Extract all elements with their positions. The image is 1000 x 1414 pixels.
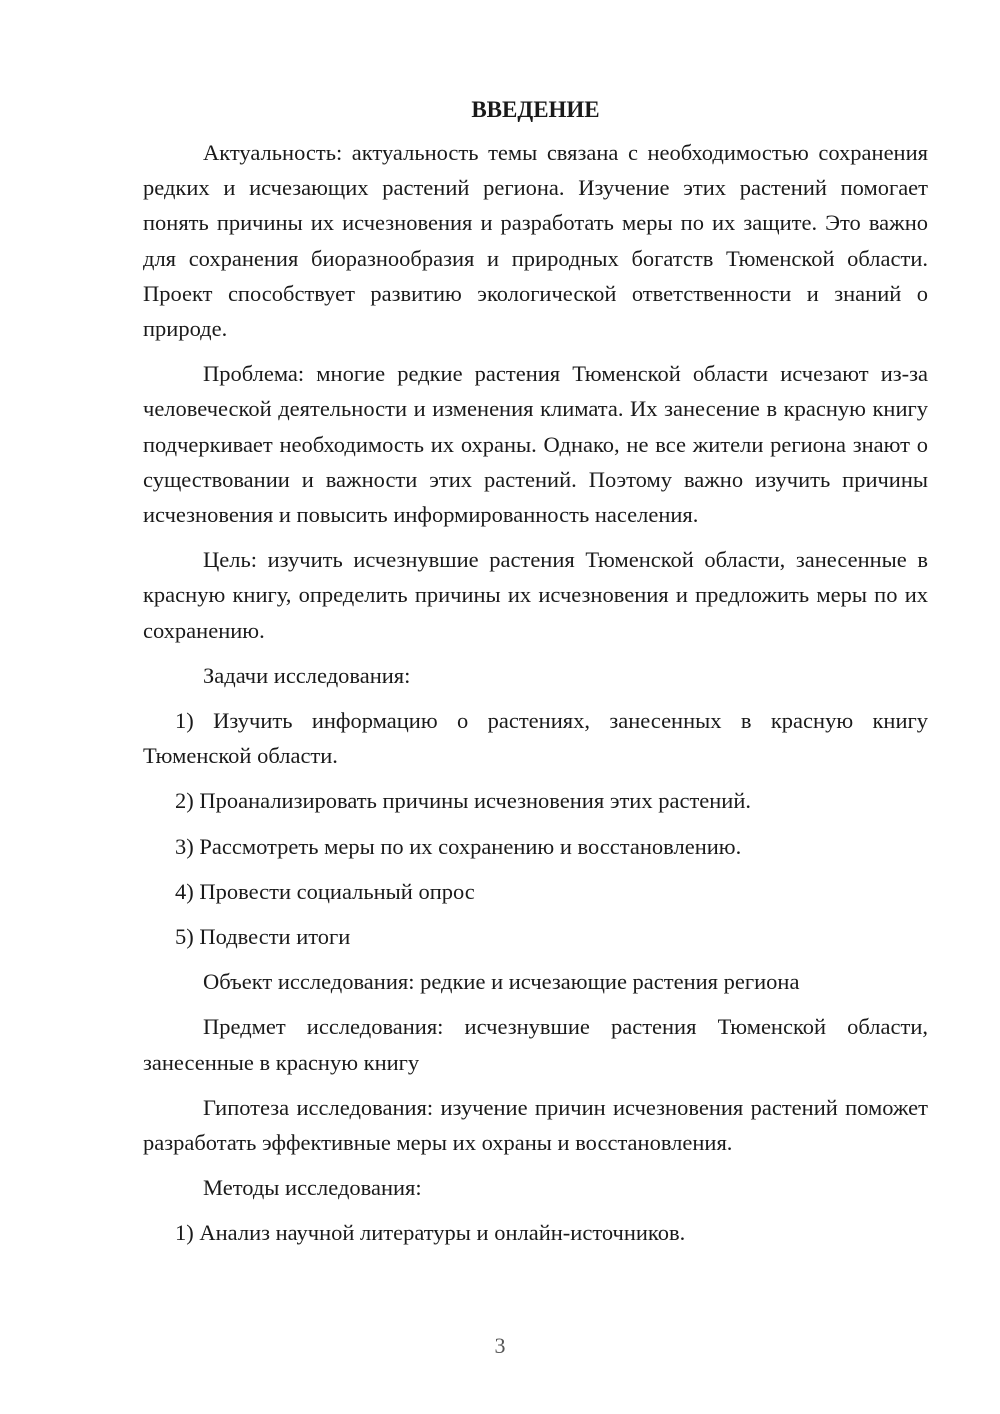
method-item: 1) Анализ научной литературы и онлайн-источников.: [175, 1220, 686, 1246]
document-page: [143, 92, 928, 1261]
hypothesis-paragraph: Гипотеза исследования: изучение причин исчезновения растений поможет разработать эффективные меры их охраны и восстановления.: [143, 1094, 928, 1156]
task-item: 4) Провести социальный опрос: [175, 878, 475, 904]
task-item: 2) Проанализировать причины исчезновения этих растений.: [175, 788, 752, 814]
subject-paragraph: Предмет исследования: исчезнувшие растения Тюменской области, занесенные в красную книгу: [143, 1014, 928, 1075]
object-paragraph: Объект исследования: редкие и исчезающие растения региона: [203, 969, 800, 995]
task-item: 5) Подвести итоги: [175, 924, 351, 950]
task-item: 3) Рассмотреть меры по их сохранению и восстановлению.: [175, 833, 742, 859]
relevance-paragraph: Актуальность: актуальность темы связана с необходимостью сохранения редких и исчезающих растений региона. Изучение этих растений помогает понять причины их исчезновения и разработать меры по их защите. Это важно для сохранения биоразнообразия и природных богатств Тюменской области. Проект способствует развитию экологической ответственности и знаний о природе.: [143, 140, 928, 342]
task-item: 1) Изучить информацию о растениях, занесенных в красную книгу Тюменской области.: [143, 708, 928, 769]
tasks-heading: Задачи исследования:: [203, 662, 411, 688]
goal-paragraph: Цель: изучить исчезнувшие растения Тюменской области, занесенные в красную книгу, определить причины их исчезновения и предложить меры по их сохранению.: [143, 547, 928, 643]
page-number: 3: [494, 1333, 506, 1358]
methods-heading: Методы исследования:: [203, 1175, 422, 1201]
section-title: ВВЕДЕНИЕ: [471, 97, 600, 122]
problem-paragraph: Проблема: многие редкие растения Тюменской области исчезают из-за человеческой деятельности и изменения климата. Их занесение в красную книгу подчеркивает необходимость их охраны. Однако, не все жители региона знают о существовании и важности этих растений. Поэтому важно изучить причины исчезновения и повысить информированность населения.: [143, 361, 928, 528]
